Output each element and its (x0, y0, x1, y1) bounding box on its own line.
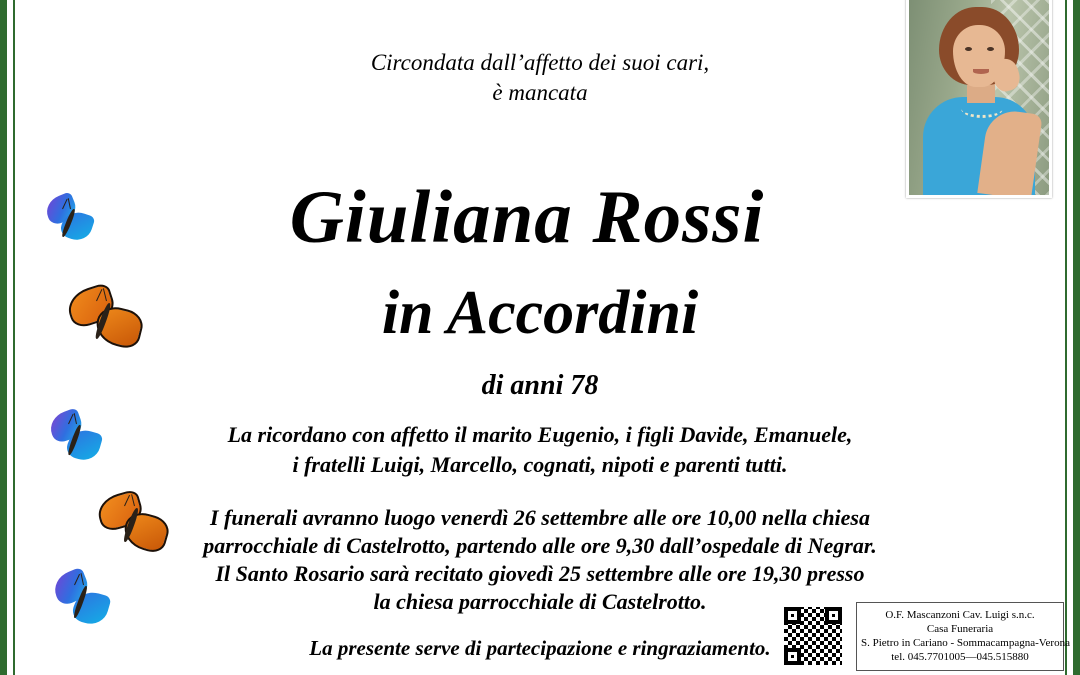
qr-code-icon (782, 605, 844, 667)
portrait-mouth (973, 69, 989, 74)
agency-line-2: Casa Funeraria (926, 623, 994, 635)
portrait-necklace (961, 99, 1003, 118)
qr-finder-top-left (784, 607, 801, 624)
deceased-name-primary: Giuliana Rossi (289, 176, 765, 259)
funeral-agency-box (856, 602, 1070, 671)
agency-line-1: O.F. Mascanzoni Cav. Luigi s.n.c. (885, 609, 1035, 621)
funeral-details (22, 504, 1058, 616)
closing-text: La presente serve di partecipazione e ringraziamento. (309, 636, 771, 660)
intro-text (22, 48, 1058, 108)
qr-code-pattern (784, 607, 842, 665)
agency-line-4: tel. 045.7701005—045.515880 (891, 651, 1029, 663)
funeral-line-3: Il Santo Rosario sarà recitato giovedì 25 settembre alle ore 19,30 presso (215, 561, 865, 586)
portrait-eye-right (987, 47, 994, 51)
survivors-text (22, 420, 1058, 480)
survivors-line-1: La ricordano con affetto il marito Eugenio, i figli Davide, Emanuele, (227, 422, 853, 447)
intro-line-1: Circondata dall’affetto dei suoi cari, (370, 50, 710, 75)
survivors-line-2: i fratelli Luigi, Marcello, cognati, nipoti e parenti tutti. (292, 452, 788, 477)
funeral-line-1: I funerali avranno luogo venerdì 26 settembre alle ore 10,00 nella chiesa (210, 505, 870, 530)
funeral-line-2: parrocchiale di Castelrotto, partendo alle ore 9,30 dall’ospedale di Negrar. (203, 533, 877, 558)
intro-line-2: è mancata (492, 80, 588, 105)
notice-content (22, 0, 1070, 675)
qr-finder-bottom-left (784, 648, 801, 665)
qr-finder-top-right (825, 607, 842, 624)
portrait-photo (906, 0, 1052, 198)
agency-line-3: S. Pietro in Cariano - Sommacampagna-Verona (861, 637, 1070, 649)
portrait-eye-left (965, 47, 972, 51)
deceased-age: di anni 78 (481, 370, 599, 401)
deceased-name-secondary: in Accordini (381, 279, 699, 347)
funeral-line-4: la chiesa parrocchiale di Castelrotto. (373, 589, 707, 614)
